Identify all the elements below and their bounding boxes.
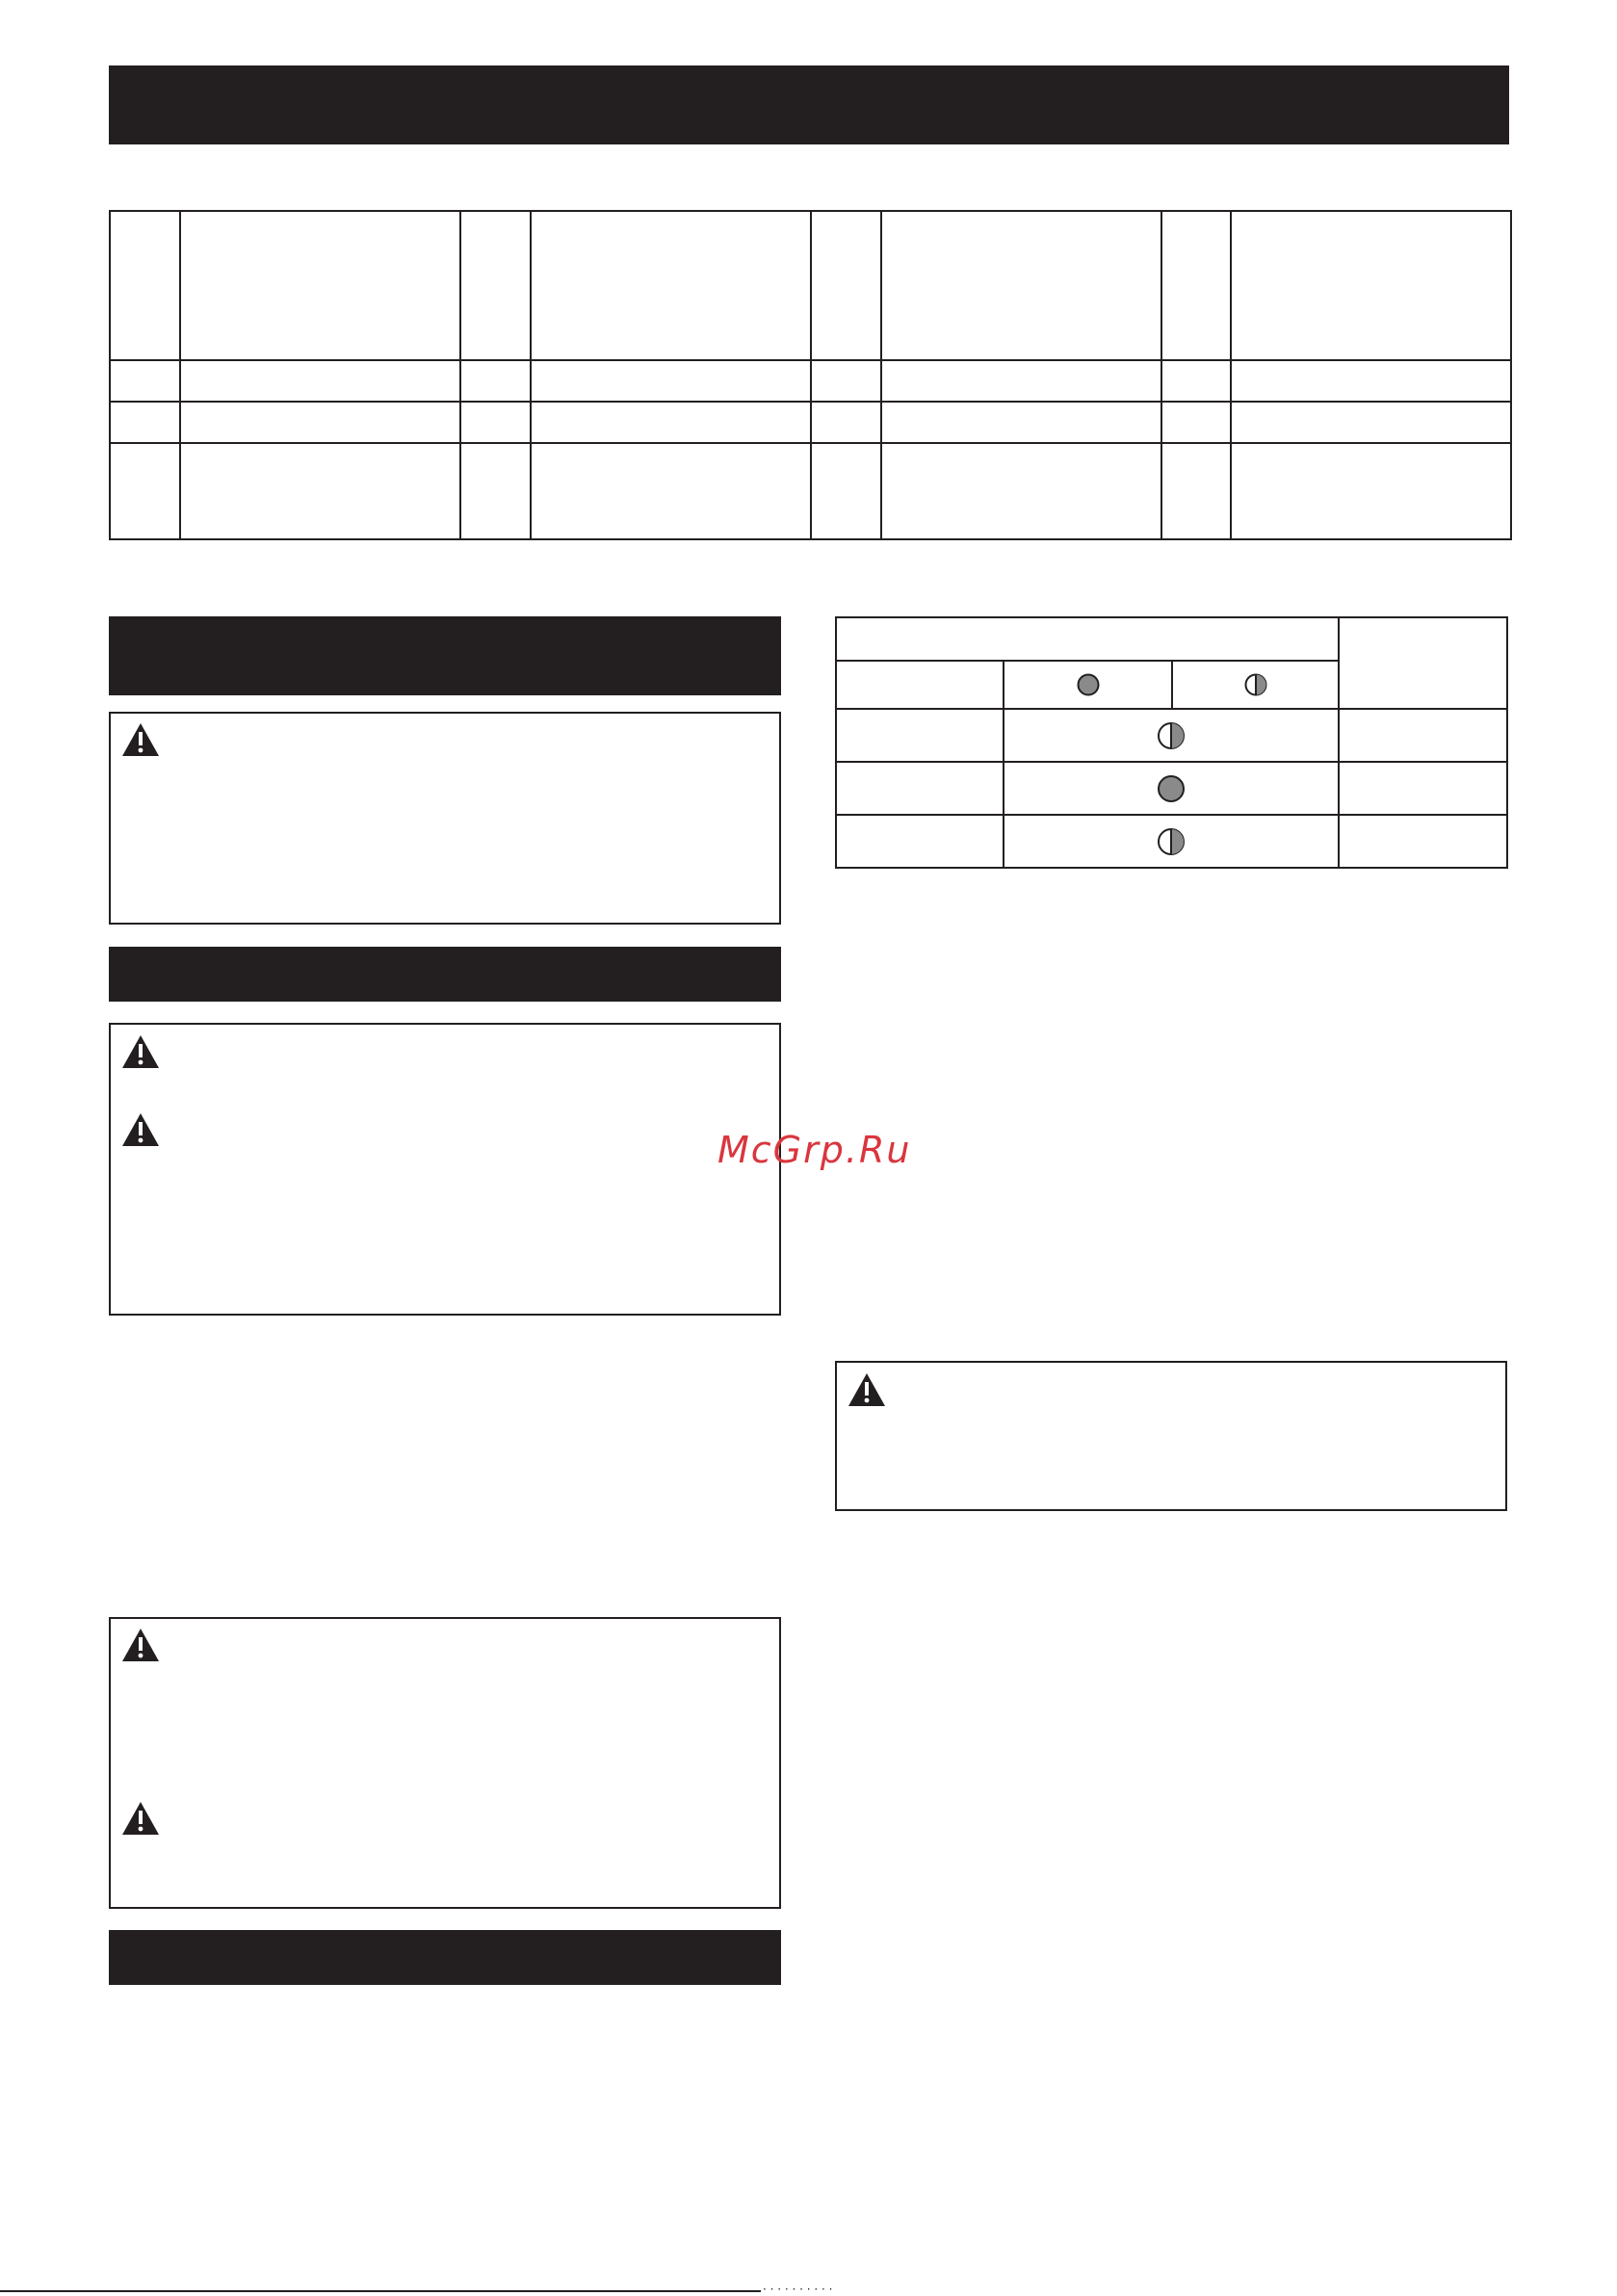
indicator-half-lit-icon	[1157, 827, 1186, 856]
table-cell	[531, 211, 811, 360]
table-cell	[836, 661, 1004, 709]
table-cell	[460, 402, 531, 443]
table-row	[836, 815, 1507, 868]
warning-box	[835, 1361, 1507, 1511]
table-cell	[180, 443, 460, 539]
section-heading-bar	[109, 616, 781, 695]
warning-box	[109, 1617, 781, 1909]
table-cell	[531, 360, 811, 402]
table-cell	[460, 360, 531, 402]
table-cell	[180, 211, 460, 360]
table-row	[836, 709, 1507, 762]
table-cell	[1339, 762, 1507, 815]
table-cell	[811, 360, 881, 402]
warning-triangle-icon	[121, 722, 160, 757]
lit-legend-cell	[1004, 661, 1172, 709]
table-row	[110, 402, 1511, 443]
table-cell	[531, 402, 811, 443]
section-heading-bar	[109, 947, 781, 1002]
watermark: McGrp.Ru	[717, 1129, 912, 1171]
table-row	[836, 617, 1507, 661]
table-cell	[1231, 211, 1511, 360]
page-header-bar	[109, 65, 1509, 144]
table-cell	[881, 211, 1161, 360]
indicator-status-table	[835, 616, 1508, 869]
table-cell	[110, 211, 180, 360]
table-cell	[180, 360, 460, 402]
warning-triangle-icon	[121, 1628, 160, 1662]
table-row	[836, 762, 1507, 815]
table-cell	[1161, 402, 1231, 443]
table-cell	[881, 402, 1161, 443]
table-cell	[1231, 360, 1511, 402]
table-cell	[110, 360, 180, 402]
table-cell	[1231, 402, 1511, 443]
table-cell	[811, 211, 881, 360]
table-cell	[460, 443, 531, 539]
warning-triangle-icon	[121, 1112, 160, 1147]
indicator-cell	[1004, 815, 1339, 868]
table-cell	[1161, 211, 1231, 360]
table-cell	[811, 402, 881, 443]
indicator-cell	[1004, 762, 1339, 815]
footer-text: · · · · · · · · · ·	[763, 2283, 833, 2296]
warning-triangle-icon	[848, 1372, 886, 1407]
indicator-lit-icon	[1077, 673, 1100, 696]
table-cell	[1161, 360, 1231, 402]
specification-table	[109, 210, 1512, 540]
table-cell	[836, 762, 1004, 815]
warning-triangle-icon	[121, 1801, 160, 1836]
indicator-header-cell	[836, 617, 1339, 661]
section-heading-bar	[109, 1930, 781, 1985]
table-cell	[110, 443, 180, 539]
table-cell	[881, 443, 1161, 539]
half-lit-legend-cell	[1172, 661, 1339, 709]
table-row	[110, 211, 1511, 360]
warning-triangle-icon	[121, 1034, 160, 1069]
indicator-lit-icon	[1157, 774, 1186, 803]
table-cell	[836, 709, 1004, 762]
table-cell	[811, 443, 881, 539]
indicator-half-lit-icon	[1157, 721, 1186, 750]
table-cell	[836, 815, 1004, 868]
table-cell	[1339, 815, 1507, 868]
table-cell	[1339, 709, 1507, 762]
remaining-capacity-header-cell	[1339, 617, 1507, 709]
table-cell	[460, 211, 531, 360]
warning-box	[109, 1023, 781, 1316]
table-cell	[531, 443, 811, 539]
table-row	[110, 443, 1511, 539]
table-cell	[881, 360, 1161, 402]
warning-box	[109, 712, 781, 925]
footer-rule	[0, 2290, 761, 2292]
table-cell	[1161, 443, 1231, 539]
table-cell	[110, 402, 180, 443]
table-cell	[180, 402, 460, 443]
table-row	[110, 360, 1511, 402]
table-cell	[1231, 443, 1511, 539]
indicator-half-lit-icon	[1244, 673, 1267, 696]
indicator-cell	[1004, 709, 1339, 762]
